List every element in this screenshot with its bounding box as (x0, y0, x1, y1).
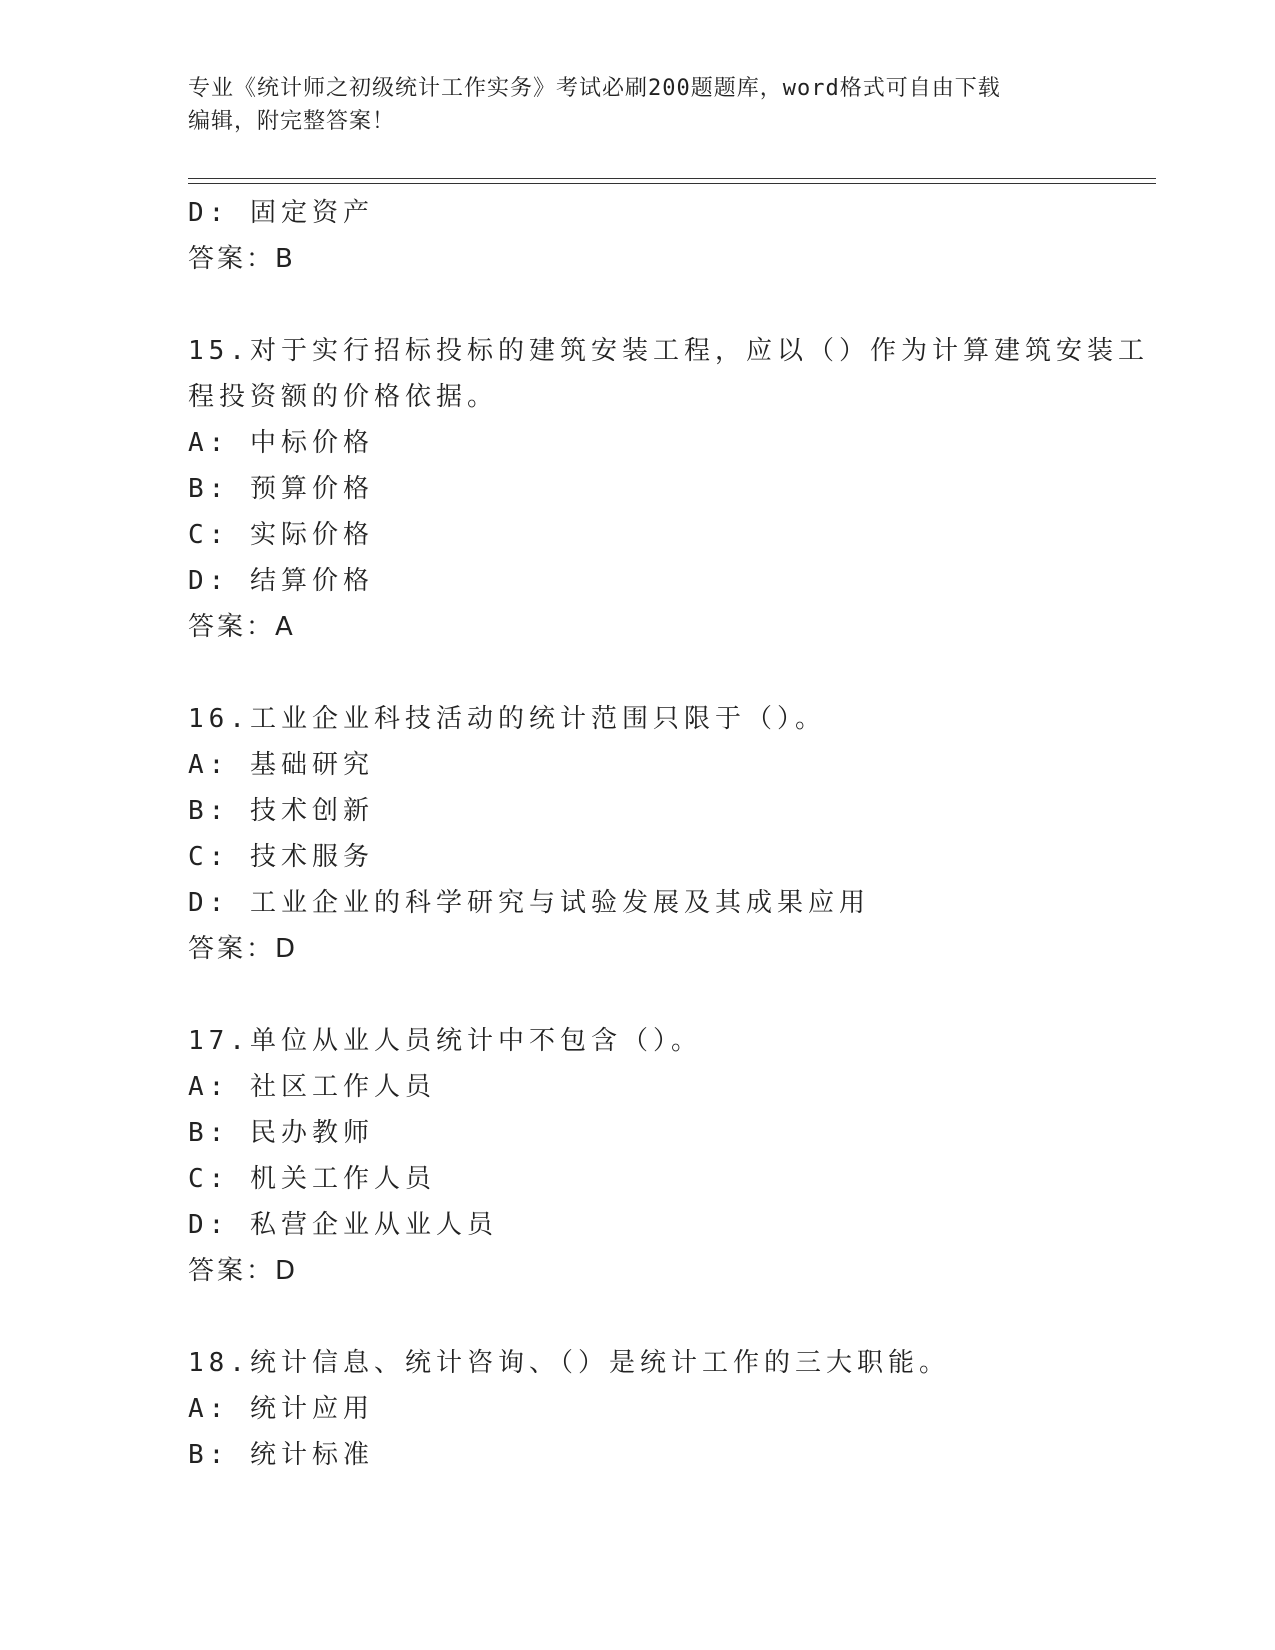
option-d: D: 私营企业从业人员 (188, 1210, 498, 1240)
option-b: B: 统计标准 (188, 1440, 374, 1470)
option-c: C: 机关工作人员 (188, 1164, 436, 1194)
header-line-2: 编辑，附完整答案！ (188, 109, 396, 134)
question-18 (188, 1340, 1088, 1478)
option-d: D: 固定资产 (188, 198, 374, 228)
option-a: A: 社区工作人员 (188, 1072, 436, 1102)
question-text-line-2: 程投资额的价格依据。 (188, 382, 499, 412)
header-line-1: 专业《统计师之初级统计工作实务》考试必刷200题题库，word格式可自由下载 (188, 76, 1001, 101)
question-text: 17.单位从业人员统计中不包含（）。 (188, 1026, 702, 1056)
question-text-line-1: 15.对于实行招标投标的建筑安装工程，应以（）作为计算建筑安装工 (188, 336, 1149, 366)
answer: 答案：D (188, 934, 299, 964)
option-d: D: 工业企业的科学研究与试验发展及其成果应用 (188, 888, 870, 918)
previous-question-tail (188, 190, 1088, 282)
option-a: A: 基础研究 (188, 750, 374, 780)
question-16 (188, 696, 1088, 972)
question-17 (188, 1018, 1088, 1294)
option-b: B: 预算价格 (188, 474, 374, 504)
option-d: D: 结算价格 (188, 566, 374, 596)
answer: 答案：A (188, 612, 296, 642)
option-c: C: 实际价格 (188, 520, 374, 550)
header-divider-top (188, 178, 1156, 179)
document-header (188, 72, 1068, 138)
question-text: 16.工业企业科技活动的统计范围只限于（）。 (188, 704, 826, 734)
question-list (188, 190, 1149, 1478)
option-a: A: 统计应用 (188, 1394, 374, 1424)
option-a: A: 中标价格 (188, 428, 374, 458)
answer: 答案：D (188, 1256, 299, 1286)
header-divider-bottom (188, 183, 1156, 184)
answer: 答案：B (188, 244, 296, 274)
question-15 (188, 328, 1149, 650)
question-text: 18.统计信息、统计咨询、（）是统计工作的三大职能。 (188, 1348, 950, 1378)
option-b: B: 技术创新 (188, 796, 374, 826)
option-b: B: 民办教师 (188, 1118, 374, 1148)
option-c: C: 技术服务 (188, 842, 374, 872)
